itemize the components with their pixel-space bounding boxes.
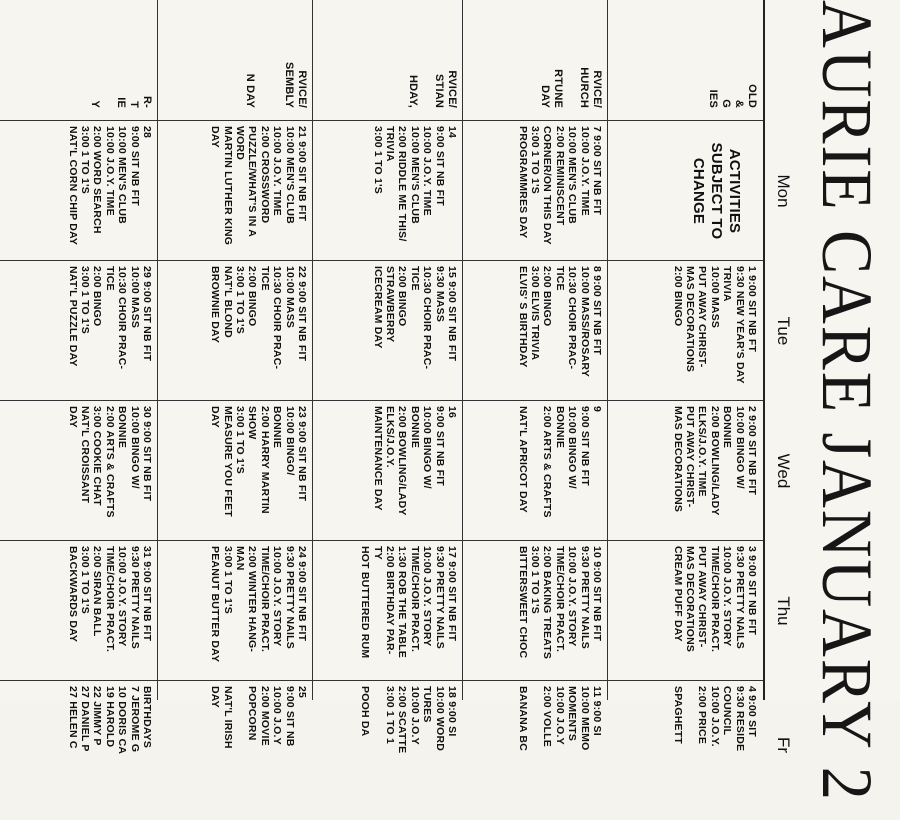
activity-line: 30 9:00 SIT NB FIT bbox=[141, 406, 153, 502]
day-cell-wed bbox=[313, 400, 463, 540]
day-cell-fri bbox=[158, 680, 313, 820]
activity-line: 10:00 BINGO/ bbox=[283, 406, 296, 476]
activity-line: 3:00 1 TO 1'S bbox=[234, 266, 247, 334]
activity-line: 3:00 1 TO 1'S bbox=[529, 546, 542, 614]
day-cell-thu bbox=[158, 540, 313, 680]
activity-line: BIRTHDAYS bbox=[141, 686, 153, 749]
activity-line: 2:00 VOLLE bbox=[541, 686, 554, 747]
activity-line: 10:30 CHOIR PRAC- bbox=[566, 266, 579, 370]
activity-line: 2:00 WINTER HANG- bbox=[246, 546, 259, 653]
activity-line: MAS DECORATIONS bbox=[684, 266, 697, 373]
day-cell-wed bbox=[158, 400, 313, 540]
day-cell-fri bbox=[0, 680, 158, 820]
activity-line: 9:30 NEW YEAR'S DAY bbox=[733, 266, 746, 384]
activity-line: SHOW bbox=[246, 406, 259, 440]
activity-line: POPCORN bbox=[246, 686, 259, 741]
activity-line bbox=[419, 6, 432, 108]
activity-line: 2:00 BAKING TREATS bbox=[541, 546, 554, 660]
activity-line: 2:00 RIDDLE ME THIS/ bbox=[396, 126, 409, 242]
activity-line: 10:00 MASS bbox=[128, 266, 141, 329]
activity-line: IES bbox=[707, 89, 720, 108]
activity-line: 10:30 CHOIR PRAC- bbox=[116, 266, 129, 370]
activity-line: BITTERSWEET CHOC bbox=[516, 546, 529, 659]
activity-line: 19 HAROLD bbox=[103, 686, 116, 748]
activity-line: RVICE/ bbox=[591, 70, 603, 108]
activity-line: 10:00 MEN'S CLUB bbox=[566, 126, 579, 224]
activity-line: DAY bbox=[539, 85, 552, 108]
activity-line: Y bbox=[89, 100, 102, 108]
day-cell-thu bbox=[313, 540, 463, 680]
activity-line: 10:00 J.O.Y. STORY bbox=[421, 546, 434, 647]
activity-line: 9 bbox=[591, 406, 603, 413]
activity-line: TIME/CHOIR PRACT. bbox=[103, 546, 116, 653]
activity-line: 9:00 SIT NB FIT bbox=[433, 126, 446, 207]
day-header-wed: Wed bbox=[774, 453, 793, 489]
activity-line: OLD bbox=[746, 84, 758, 108]
day-cell-tue bbox=[158, 260, 313, 400]
activity-line: 3:00 COOKIE CHAT bbox=[91, 406, 104, 506]
activity-line: 29 9:00 SIT NB FIT bbox=[141, 266, 153, 362]
activity-line: PUZZLE/WHAT'S IN A bbox=[246, 126, 259, 238]
activity-line: TIME/CHOIR PRACT. bbox=[408, 546, 421, 653]
day-cell-thu bbox=[463, 540, 608, 680]
activity-line: TY bbox=[371, 546, 384, 560]
activity-line: 17 9:00 SIT NB FIT bbox=[446, 546, 458, 642]
activity-line: POOH DA bbox=[359, 686, 372, 737]
week-sunday-cell bbox=[463, 0, 608, 120]
day-header-tue: Tue bbox=[774, 316, 793, 346]
activity-line: 9:30 PRETTY NAILS bbox=[433, 546, 446, 649]
activity-line: T bbox=[128, 101, 141, 108]
activity-line: 2:00 HARRY MARTIN bbox=[258, 406, 271, 514]
activity-line: ACTIVITIES bbox=[726, 148, 743, 234]
day-header-mon: Mon bbox=[774, 174, 793, 208]
activity-line: 14 bbox=[446, 126, 458, 139]
activity-line: 25 bbox=[296, 686, 308, 699]
activity-line bbox=[371, 686, 383, 816]
calendar-title: AURIE CARE JANUARY 2 bbox=[807, 0, 887, 802]
activity-line: 4 9:00 SIT bbox=[746, 686, 758, 738]
activity-line: MARTIN LUTHER KING bbox=[221, 126, 234, 246]
day-cell-wed bbox=[463, 400, 608, 540]
activity-line: STRAWBERRY bbox=[384, 266, 397, 343]
activity-line: NAT'L CORN CHIP DAY bbox=[66, 126, 79, 246]
activity-line: 2:00 BOWLING/LADY bbox=[708, 406, 721, 516]
activity-line: NAT'L CROISSANT bbox=[79, 406, 92, 504]
day-cell-fri bbox=[463, 680, 608, 820]
activity-line: 10:00 MEMO bbox=[578, 686, 591, 751]
activity-line: MOMENTS bbox=[566, 686, 579, 742]
activity-line: 2 9:00 SIT NB FIT bbox=[746, 406, 758, 496]
activity-line: HDAY, bbox=[407, 75, 420, 108]
activity-line: TICE bbox=[258, 266, 271, 291]
activity-line: 10:00 J.O.Y bbox=[271, 686, 284, 745]
activity-line: TIME/CHOIR PRACT. bbox=[553, 546, 566, 653]
day-cell-tue bbox=[313, 260, 463, 400]
activity-line: 10:00 J.O.Y. bbox=[708, 686, 721, 747]
activity-line: 18 9:00 SI bbox=[446, 686, 458, 737]
day-cell-fri bbox=[313, 680, 463, 820]
activity-line: 10:00 J.O.Y bbox=[553, 686, 566, 745]
activity-line: ELKS/J.O.Y. TIME bbox=[696, 406, 709, 497]
activity-line: 3:00 ELVIS TRIVIA bbox=[529, 266, 542, 361]
activity-line: IE bbox=[115, 97, 128, 108]
activity-line: 8 9:00 SIT NB FIT bbox=[591, 266, 603, 356]
activity-line: ICECREAM DAY bbox=[371, 266, 384, 349]
activity-line: 22 JIMMY P bbox=[91, 686, 104, 746]
activity-line: 10:00 MASS bbox=[708, 266, 721, 329]
day-cell-mon bbox=[158, 120, 313, 260]
week-sunday-cell bbox=[313, 0, 463, 120]
activity-line: 10:00 J.O.Y. STORY bbox=[721, 546, 734, 647]
activity-line: 9:30 MASS bbox=[433, 266, 446, 323]
activity-line: N DAY bbox=[244, 73, 257, 108]
activity-line: 9:30 PRETTY NAILS bbox=[733, 546, 746, 649]
activity-line: MEASURE YOU FEET bbox=[221, 406, 234, 517]
activity-line: 3:00 1 TO 1'S bbox=[79, 126, 92, 194]
activity-line: 22 9:00 SIT NB FIT bbox=[296, 266, 308, 362]
weekday-header bbox=[765, 0, 797, 754]
activity-line: 2:00 REMINISCENT bbox=[553, 126, 566, 226]
activity-line: ELKS/J.O.Y. bbox=[384, 406, 397, 468]
activity-line: 10:00 MEN'S CLUB bbox=[408, 126, 421, 224]
activity-line: 10:00 BINGO W/ bbox=[421, 406, 434, 489]
activity-line: G bbox=[720, 99, 733, 108]
activity-line bbox=[529, 406, 541, 536]
activity-line: BANANA BC bbox=[516, 686, 529, 751]
activity-line: 2:00 BINGO bbox=[671, 266, 684, 327]
activity-line: 31 9:00 SIT NB FIT bbox=[141, 546, 153, 642]
activity-line: COUNCIL bbox=[721, 686, 734, 736]
activity-line: RVICE/ bbox=[296, 70, 308, 108]
activity-line: 9:30 RESIDE bbox=[733, 686, 746, 752]
activity-line: 2:00 SCATTE bbox=[396, 686, 409, 754]
activity-line: HOT BUTTERED RUM bbox=[359, 546, 372, 659]
activity-line: HURCH bbox=[578, 67, 591, 108]
activity-line: 10:00 J.O.Y. STORY bbox=[116, 546, 129, 647]
activity-line: 2:00 ARTS & CRAFTS bbox=[103, 406, 116, 518]
activity-line: CREAM PUFF DAY bbox=[671, 546, 684, 642]
activity-line: 3:00 1 TO 1'S bbox=[221, 546, 234, 614]
activity-line: SUBJECT TO bbox=[708, 142, 725, 240]
activity-line: 27 HELEN C bbox=[66, 686, 79, 749]
activity-line: MAS DECORATIONS bbox=[671, 406, 684, 513]
activity-line: 3 9:00 SIT NB FIT bbox=[746, 546, 758, 636]
activity-line: 3:00 1 TO 1'S bbox=[529, 126, 542, 194]
activity-line: 2:00 BIRTHDAY PAR- bbox=[384, 546, 397, 655]
activity-line: 10:00 J.O.Y. TIME bbox=[103, 126, 116, 216]
activity-line: 2:00 WORD SEARCH bbox=[91, 126, 104, 234]
activity-line: R- bbox=[141, 95, 153, 108]
activity-line: 1:30 ROB THE TABLE bbox=[396, 546, 409, 658]
day-cell-fri bbox=[608, 680, 763, 820]
activity-line: TICE bbox=[103, 266, 116, 291]
activity-line: NAT'L APRICOT DAY bbox=[516, 406, 529, 513]
activity-line: 9:30 PRETTY NAILS bbox=[128, 546, 141, 649]
activity-line: RVICE/ bbox=[446, 70, 458, 108]
activity-line: 2:00 ARTS & CRAFTS bbox=[541, 406, 554, 518]
day-header-thu: Thu bbox=[774, 596, 793, 626]
day-header-fri: Fr bbox=[774, 736, 793, 754]
activity-line: 10:00 BINGO W/ bbox=[128, 406, 141, 489]
activity-line bbox=[101, 6, 114, 108]
activity-line: CORNER/ON THIS DAY bbox=[541, 126, 554, 245]
activity-line: SEMBLY bbox=[283, 61, 296, 108]
activity-line: DAY bbox=[66, 406, 79, 428]
activity-line: RTUNE bbox=[552, 69, 565, 108]
activity-line: 1 9:00 SIT NB FT bbox=[746, 266, 758, 353]
activity-line: MAS DECORATIONS bbox=[684, 546, 697, 653]
activity-line: 10:00 BINGO W/ bbox=[566, 406, 579, 489]
activity-line bbox=[684, 686, 696, 816]
activity-line: 10 DORIS CA bbox=[116, 686, 129, 755]
activity-line: PUT AWAY CHRIST- bbox=[696, 546, 709, 648]
activity-line bbox=[256, 6, 269, 108]
activity-line: 15 9:00 SIT NB FIT bbox=[446, 266, 458, 362]
activity-line: NAT'L IRISH bbox=[221, 686, 234, 749]
activity-line: ELVIS' S BIRTHDAY bbox=[516, 266, 529, 368]
activity-line: 9:00 SIT NB FIT bbox=[578, 406, 591, 487]
activity-line: MAINTENANCE DAY bbox=[371, 406, 384, 511]
activity-line: TRIVIA bbox=[721, 266, 734, 302]
activity-line: 3:00 1 TO 1'S bbox=[371, 126, 384, 194]
day-cell-thu bbox=[608, 540, 763, 680]
day-cell-tue bbox=[0, 260, 158, 400]
activity-line: TURES bbox=[421, 686, 434, 723]
activity-line: BONNIE bbox=[408, 406, 421, 449]
activity-line: 9:00 SIT NB bbox=[283, 686, 296, 747]
week-sunday-cell bbox=[0, 0, 158, 120]
activity-line: 2:00 BOWLING/LADY bbox=[396, 406, 409, 516]
activity-line: 3:00 1 TO 1 bbox=[384, 686, 397, 745]
activity-line: 3:00 1 TO 1'S bbox=[234, 406, 247, 474]
activity-line: 10:00 J.O.Y. STORY bbox=[566, 546, 579, 647]
activity-line: 11 9:00 SI bbox=[591, 686, 603, 736]
day-cell-wed bbox=[0, 400, 158, 540]
activity-line: 2:00 SIRAN BALL bbox=[91, 546, 104, 637]
activity-line: 10:00 MEN'S CLUB bbox=[116, 126, 129, 224]
activity-line: 3:00 1 TO 1'S bbox=[79, 546, 92, 614]
activity-line: STIAN bbox=[433, 74, 446, 108]
activity-line bbox=[564, 6, 577, 108]
week-sunday-cell bbox=[608, 0, 763, 120]
activity-line: TRIVIA bbox=[384, 126, 397, 162]
activity-line: TIME/CHOIR PRACT. bbox=[708, 546, 721, 653]
activity-line: BACKWARDS DAY bbox=[66, 546, 79, 643]
activity-line: 28 bbox=[141, 126, 153, 139]
day-cell-mon bbox=[0, 120, 158, 260]
activity-line: PROGRAMMRES DAY bbox=[516, 126, 529, 239]
activity-line: 2:00 BINGO bbox=[396, 266, 409, 327]
day-cell-tue bbox=[463, 260, 608, 400]
activity-line: 10:00 WORD bbox=[433, 686, 446, 752]
activity-line: 10:00 J.O.Y. STORY bbox=[271, 546, 284, 647]
activity-line: 9:00 SIT NB FIT bbox=[128, 126, 141, 207]
activity-line bbox=[234, 686, 246, 816]
activity-line: 10:00 J.O.Y. TIME bbox=[271, 126, 284, 216]
activity-line: DAY bbox=[209, 126, 222, 148]
activity-line: & bbox=[733, 99, 746, 108]
day-cell-thu bbox=[0, 540, 158, 680]
activity-line: 7 JEROME G bbox=[128, 686, 141, 753]
activity-line: 3:00 1 TO 1'S bbox=[79, 266, 92, 334]
day-cell-wed bbox=[608, 400, 763, 540]
activity-line: 9:30 PRETTY NAILS bbox=[283, 546, 296, 649]
activity-line: 10:00 MEN'S CLUB bbox=[283, 126, 296, 224]
activity-line: 2:00 BINGO bbox=[541, 266, 554, 327]
activity-line: 10:00 J.O.Y. TIME bbox=[421, 126, 434, 216]
activity-line: SPAGHETT bbox=[671, 686, 684, 744]
activity-line: 21 9:00 SIT NB FIT bbox=[296, 126, 308, 222]
activity-line: 10:00 BINGO W/ bbox=[733, 406, 746, 489]
activity-line: 23 9:00 SIT NB FIT bbox=[296, 406, 308, 502]
activity-line: BONNIE bbox=[553, 406, 566, 449]
day-cell-mon bbox=[313, 120, 463, 260]
activity-line: BONNIE bbox=[116, 406, 129, 449]
activity-line: TIME/CHOIR PRACT. bbox=[258, 546, 271, 653]
day-cell-tue bbox=[608, 260, 763, 400]
activity-line: 9:00 SIT NB FIT bbox=[433, 406, 446, 487]
week-sunday-cell bbox=[158, 0, 313, 120]
activity-line: 10:00 J.O.Y. TIME bbox=[578, 126, 591, 216]
activity-line: TICE bbox=[553, 266, 566, 291]
activity-line: 10 9:00 SIT NB FIT bbox=[591, 546, 603, 642]
activity-line bbox=[529, 686, 541, 816]
activity-line: BONNIE bbox=[721, 406, 734, 449]
activity-line: 10:00 J.O.Y bbox=[408, 686, 421, 745]
activity-line bbox=[269, 6, 282, 108]
activity-line: 16 bbox=[446, 406, 458, 419]
activity-line: 10:30 CHOIR PRAC- bbox=[421, 266, 434, 370]
activity-line: 10:00 MASS/ROSARY bbox=[578, 266, 591, 377]
activity-line: DAY bbox=[209, 406, 222, 428]
activity-line: 2:00 MOVIE bbox=[258, 686, 271, 746]
activity-line: NAT'L BLOND bbox=[221, 266, 234, 338]
activity-line: 10:30 CHOIR PRAC- bbox=[271, 266, 284, 370]
activity-line: 27 DANIEL P bbox=[79, 686, 92, 752]
activity-line: MAN bbox=[234, 546, 247, 571]
activity-line: NAT'L PUZZLE DAY bbox=[66, 266, 79, 367]
activity-line: BROWNIE DAY bbox=[209, 266, 222, 344]
day-cell-mon bbox=[463, 120, 608, 260]
activity-line: CHANGE bbox=[690, 157, 707, 225]
activity-line: 2:00 BINGO bbox=[246, 266, 259, 327]
activity-line: PEANUT BUTTER DAY bbox=[209, 546, 222, 663]
activity-line: PUT AWAY CHRIST- bbox=[684, 406, 697, 508]
activity-line: 10:00 MASS bbox=[283, 266, 296, 329]
activity-line: DAY bbox=[209, 686, 222, 708]
activities-note bbox=[608, 120, 763, 260]
activity-line: 2:00 CROSSWORD bbox=[258, 126, 271, 224]
activity-line: 2:00 BINGO bbox=[91, 266, 104, 327]
activity-line: WORD bbox=[234, 126, 247, 161]
activity-line: 24 9:00 SIT NB FIT bbox=[296, 546, 308, 642]
activity-line: 9:30 PRETTY NAILS bbox=[578, 546, 591, 649]
activity-line: PUT AWAY CHRIST- bbox=[696, 266, 709, 368]
activity-line: BONNIE bbox=[271, 406, 284, 449]
activity-line: 2:00 PRICE bbox=[696, 686, 709, 745]
activity-line: TICE bbox=[408, 266, 421, 291]
activity-line: 7 9:00 SIT NB FIT bbox=[591, 126, 603, 216]
